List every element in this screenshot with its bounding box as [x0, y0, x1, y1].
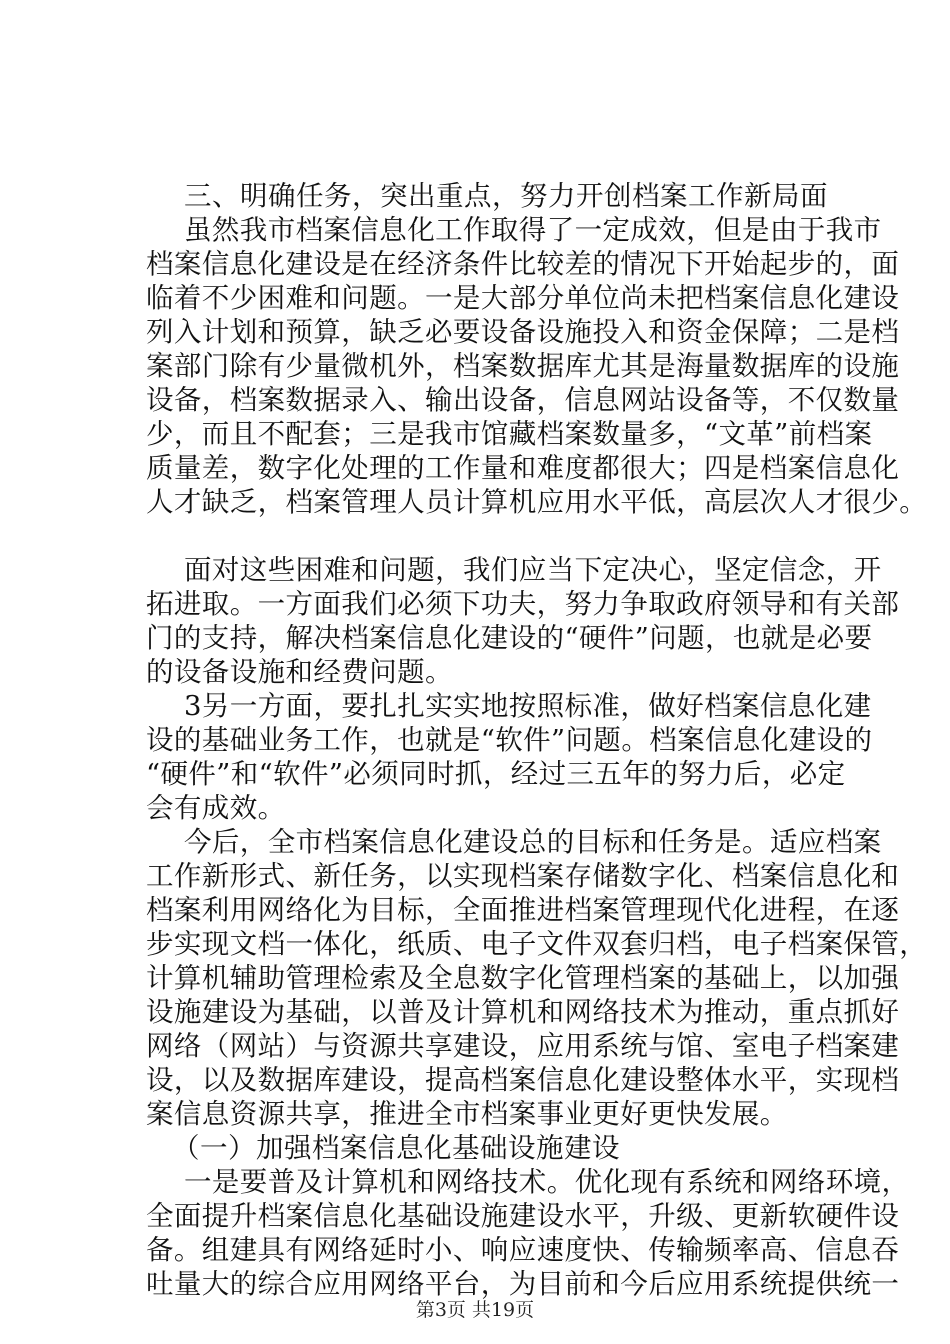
text-line: 案部门除有少量微机外，档案数据库尤其是海量数据库的设施 [146, 350, 900, 382]
section-heading: 三、明确任务，突出重点，努力开创档案工作新局面 [184, 180, 828, 212]
text-line: 虽然我市档案信息化工作取得了一定成效，但是由于我市 [184, 214, 882, 246]
text-line: 全面提升档案信息化基础设施建设水平，升级、更新软硬件设 [146, 1200, 900, 1232]
text-line: 计算机辅助管理检索及全息数字化管理档案的基础上，以加强 [146, 962, 900, 994]
text-line: 的设备设施和经费问题。 [146, 656, 453, 688]
text-line: 人才缺乏，档案管理人员计算机应用水平低，高层次人才很少。 [146, 486, 928, 518]
text-line: 质量差，数字化处理的工作量和难度都很大；四是档案信息化 [146, 452, 900, 484]
text-line: 工作新形式、新任务，以实现档案存储数字化、档案信息化和 [146, 860, 900, 892]
text-line: 案信息资源共享，推进全市档案事业更好更快发展。 [146, 1098, 788, 1130]
text-line: “硬件”和“软件”必须同时抓，经过三五年的努力后，必定 [146, 758, 846, 790]
text-line: 备。组建具有网络延时小、响应速度快、传输频率高、信息吞 [146, 1234, 900, 1266]
text-line: 临着不少困难和问题。一是大部分单位尚未把档案信息化建设 [146, 282, 900, 314]
text-line: 今后，全市档案信息化建设总的目标和任务是。适应档案 [184, 826, 882, 858]
subsection-heading: （一）加强档案信息化基础设施建设 [172, 1132, 620, 1164]
text-line: 会有成效。 [146, 792, 286, 824]
text-line: 拓进取。一方面我们必须下功夫，努力争取政府领导和有关部 [146, 588, 900, 620]
text-line: 面对这些困难和问题，我们应当下定决心，坚定信念，开 [184, 554, 882, 586]
text-line: 网络（网站）与资源共享建设，应用系统与馆、室电子档案建 [146, 1030, 900, 1062]
text-line: 设备，档案数据录入、输出设备，信息网站设备等，不仅数量 [146, 384, 900, 416]
text-line: 档案信息化建设是在经济条件比较差的情况下开始起步的，面 [146, 248, 900, 280]
text-line: 少，而且不配套；三是我市馆藏档案数量多，“文革”前档案 [146, 418, 873, 450]
text-line: 设的基础业务工作，也就是“软件”问题。档案信息化建设的 [146, 724, 873, 756]
page-number-footer: 第3页 共19页 [415, 1299, 535, 1321]
text-line: 吐量大的综合应用网络平台，为目前和今后应用系统提供统一 [146, 1268, 900, 1300]
text-line: 门的支持，解决档案信息化建设的“硬件”问题，也就是必要 [146, 622, 873, 654]
text-line: 一是要普及计算机和网络技术。优化现有系统和网络环境， [184, 1166, 910, 1198]
text-line: 设施建设为基础，以普及计算机和网络技术为推动，重点抓好 [146, 996, 900, 1028]
text-line: 列入计划和预算，缺乏必要设备设施投入和资金保障；二是档 [146, 316, 900, 348]
text-line: 设，以及数据库建设，提高档案信息化建设整体水平，实现档 [146, 1064, 900, 1096]
text-line: 档案利用网络化为目标，全面推进档案管理现代化进程，在逐 [146, 894, 900, 926]
text-line: 3另一方面，要扎扎实实地按照标准，做好档案信息化建 [184, 690, 872, 722]
text-line: 步实现文档一体化，纸质、电子文件双套归档，电子档案保管， [146, 928, 928, 960]
